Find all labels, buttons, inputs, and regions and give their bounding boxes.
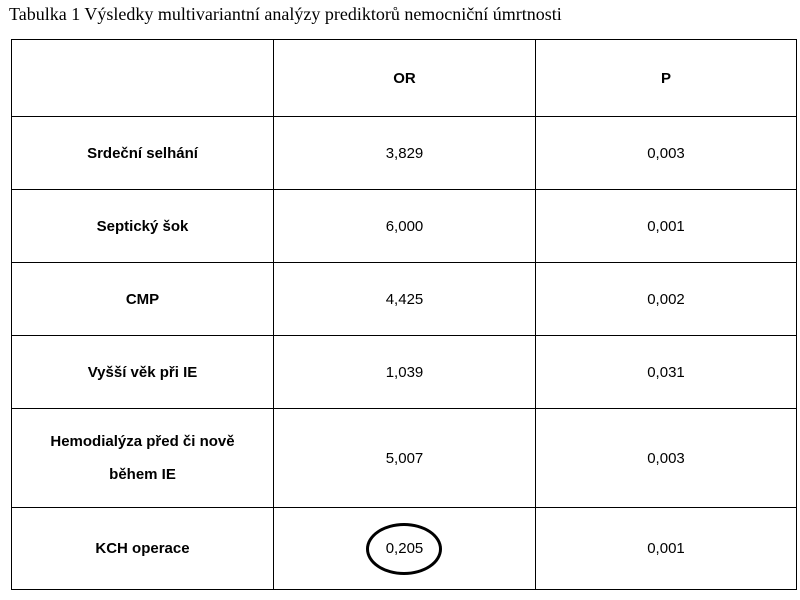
- or-cell: [274, 508, 536, 590]
- row-label-line-2: během IE: [109, 466, 176, 483]
- header-cell-empty: [12, 40, 274, 117]
- table-row: [12, 508, 797, 590]
- or-value: 0,205: [385, 540, 424, 557]
- table-caption: Tabulka 1 Výsledky multivariantní analýzy prediktorů nemocniční úmrtnosti: [9, 4, 562, 24]
- header-cell-p: P: [536, 40, 797, 117]
- header-cell-or: OR: [274, 40, 536, 117]
- row-label-cell: CMP: [12, 263, 274, 336]
- p-cell: 0,002: [536, 263, 797, 336]
- or-cell: 5,007: [274, 409, 536, 508]
- or-cell: 3,829: [274, 117, 536, 190]
- or-cell: 4,425: [274, 263, 536, 336]
- row-label-cell: [12, 409, 274, 508]
- p-cell: 0,001: [536, 190, 797, 263]
- table-header-row: [12, 40, 797, 117]
- row-label-line-1: Hemodialýza před či nově: [50, 433, 235, 450]
- table-row: [12, 190, 797, 263]
- or-cell: 1,039: [274, 336, 536, 409]
- row-label-cell: KCH operace: [12, 508, 274, 590]
- row-label-cell: Srdeční selhání: [12, 117, 274, 190]
- or-cell: 6,000: [274, 190, 536, 263]
- table-row: [12, 117, 797, 190]
- row-label-cell: Septický šok: [12, 190, 274, 263]
- p-cell: 0,031: [536, 336, 797, 409]
- row-label-cell: Vyšší věk při IE: [12, 336, 274, 409]
- results-table: [11, 39, 797, 590]
- p-cell: 0,003: [536, 409, 797, 508]
- p-cell: 0,001: [536, 508, 797, 590]
- circled-value: [386, 540, 424, 557]
- table-row: [12, 336, 797, 409]
- table-row: [12, 263, 797, 336]
- p-cell: 0,003: [536, 117, 797, 190]
- table-row: [12, 409, 797, 508]
